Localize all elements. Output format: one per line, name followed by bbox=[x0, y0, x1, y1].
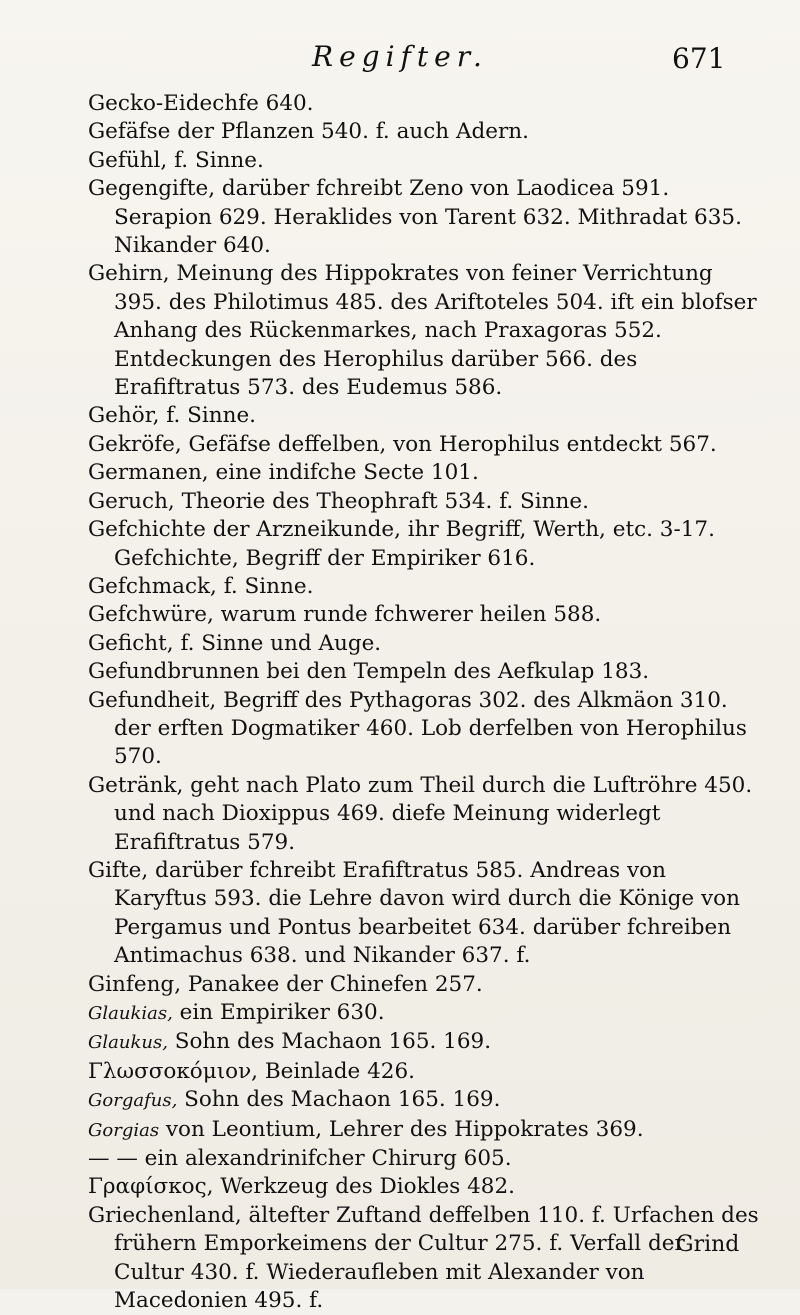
index-entry bbox=[88, 1145, 760, 1173]
entry-text: ein Empiriker 630. bbox=[172, 1000, 385, 1025]
entry-headword: Gegengifte, bbox=[88, 176, 216, 202]
entry-text: Gefäfse deffelben, von Herophilus entdeckt 567. bbox=[181, 431, 717, 457]
index-entry bbox=[88, 1116, 760, 1145]
entry-text: darüber fchreibt Zeno von Laodicea 591. Serapion 629. Heraklides von Tarent 632. Mithradat 635. Nikander 640. bbox=[114, 176, 742, 259]
entry-headword: Geficht, bbox=[88, 630, 174, 656]
index-entry bbox=[88, 573, 760, 601]
index-entry bbox=[88, 402, 760, 430]
index-entry bbox=[88, 459, 760, 487]
entry-headword: Glaukus, bbox=[88, 1032, 168, 1054]
entry-text: Werkzeug des Diokles 482. bbox=[213, 1174, 515, 1200]
entry-headword: Gefundbrunnen bbox=[88, 659, 260, 685]
entry-headword: Gecko-Eidechfe bbox=[88, 91, 259, 116]
running-title: Regifter. bbox=[312, 40, 488, 73]
entry-headword: Gefchichte der Arzneikunde, bbox=[88, 517, 401, 543]
entry-headword: Γλωσσοκόμιον, bbox=[88, 1058, 259, 1084]
index-entry bbox=[88, 260, 760, 402]
entry-headword: Gorgafus, bbox=[88, 1090, 178, 1112]
entry-headword: Germanen, bbox=[88, 460, 209, 486]
entry-text: Theorie des Theophraft 534. f. Sinne. bbox=[174, 488, 589, 514]
entry-text: Meinung des Hippokrates von feiner Verrichtung 395. des Philotimus 485. des Ariftoteles 504. ift ein blofser Anhang des Rückenmarkes, nach Praxagoras 552. Entdeckungen des Herophilus darüber 566. des Erafiftratus 573. des Eudemus 586. bbox=[114, 261, 757, 401]
entry-headword: Gorgias bbox=[88, 1119, 160, 1141]
entry-headword: — — bbox=[88, 1146, 138, 1172]
entry-text: bei den Tempeln des Aefkulap 183. bbox=[259, 659, 650, 685]
entry-text: Sohn des Machaon 165. 169. bbox=[167, 1029, 492, 1055]
entry-headword: Gefühl, bbox=[88, 147, 168, 173]
index-entry bbox=[88, 90, 760, 118]
index-entry bbox=[88, 971, 760, 999]
entry-text: f. Sinne. bbox=[167, 147, 264, 173]
entry-text: eine indifche Secte 101. bbox=[208, 460, 479, 486]
entry-text: 540. f. auch Adern. bbox=[314, 119, 529, 145]
index-entry bbox=[88, 1086, 760, 1115]
entry-headword: Gekröfe, bbox=[88, 431, 182, 457]
index-entry bbox=[88, 431, 760, 459]
index-entry bbox=[88, 1058, 760, 1086]
entry-headword: Griechenland, bbox=[88, 1202, 242, 1228]
entry-text: geht nach Plato zum Theil durch die Luftröhre 450. und nach Dioxippus 469. diefe Meinung widerlegt Erafiftratus 579. bbox=[114, 772, 753, 855]
entry-text: Begriff des Pythagoras 302. des Alkmäon 310. der erften Dogmatiker 460. Lob derfelben von Herophilus 570. bbox=[114, 687, 747, 770]
index-entry bbox=[88, 1173, 760, 1201]
index-entry bbox=[88, 1028, 760, 1057]
entry-text: darüber fchreibt Erafiftratus 585. Andreas von Karyftus 593. die Lehre davon wird durch die Könige von Pergamus und Pontus bearbeitet 634. darüber fchreiben Antimachus 638. und Nikander 637. f. bbox=[114, 857, 740, 969]
entry-text: warum runde fchwerer heilen 588. bbox=[213, 602, 602, 628]
entry-headword: Gifte, bbox=[88, 857, 149, 883]
entry-headword: Gehör, bbox=[88, 403, 160, 429]
entry-text: ein alexandrinifcher Chirurg 605. bbox=[137, 1146, 512, 1172]
index-entry bbox=[88, 516, 760, 573]
entry-text: Sohn des Machaon 165. 169. bbox=[177, 1087, 501, 1113]
entry-text: Beinlade 426. bbox=[258, 1058, 415, 1084]
index-entry bbox=[88, 1202, 760, 1315]
entry-headword: Geruch, bbox=[88, 488, 175, 514]
entry-headword: Gehirn, bbox=[88, 261, 170, 287]
entry-headword: Gefchwüre, bbox=[88, 602, 214, 628]
catchword: Grind bbox=[676, 1232, 740, 1257]
entry-text: f. Sinne. bbox=[159, 403, 257, 429]
entry-headword: Gefundheit, bbox=[88, 687, 217, 713]
index-entry bbox=[88, 175, 760, 260]
entry-headword: Getränk, bbox=[88, 772, 184, 798]
entry-text: ihr Begriff, Werth, etc. 3-17. Gefchichte, Begriff der Empiriker 616. bbox=[114, 517, 715, 571]
entry-text: ältefter Zuftand deffelben 110. f. Urfachen des frühern Emporkeimens der Cultur 275. f. Verfall der Cultur 430. f. Wiederaufleben mit Alexander von Macedonien 495. f. bbox=[114, 1202, 759, 1314]
entry-headword: Gefchmack, bbox=[88, 573, 217, 599]
entry-text: 640. bbox=[258, 91, 314, 116]
index-entry bbox=[88, 999, 760, 1028]
index-entry bbox=[88, 687, 760, 772]
entry-text: Panakee der Chinefen 257. bbox=[181, 971, 483, 997]
entry-text: f. Sinne und Auge. bbox=[173, 630, 382, 656]
entry-headword: Gefäfse der Pflanzen bbox=[88, 119, 315, 145]
register-entries bbox=[88, 90, 760, 1315]
entry-text: von Leontium, Lehrer des Hippokrates 369. bbox=[159, 1116, 644, 1142]
index-entry bbox=[88, 857, 760, 971]
entry-headword: Glaukias, bbox=[88, 1003, 173, 1024]
index-entry bbox=[88, 630, 760, 658]
entry-headword: Ginfeng, bbox=[88, 971, 182, 997]
page-header bbox=[0, 36, 800, 80]
page-number: 671 bbox=[672, 42, 726, 75]
index-entry bbox=[88, 658, 760, 686]
index-entry bbox=[88, 147, 760, 175]
index-entry bbox=[88, 772, 760, 857]
entry-text: f. Sinne. bbox=[216, 573, 314, 599]
index-entry bbox=[88, 601, 760, 629]
entry-headword: Γραφίσκος, bbox=[88, 1174, 214, 1200]
index-entry bbox=[88, 488, 760, 516]
index-entry bbox=[88, 118, 760, 146]
